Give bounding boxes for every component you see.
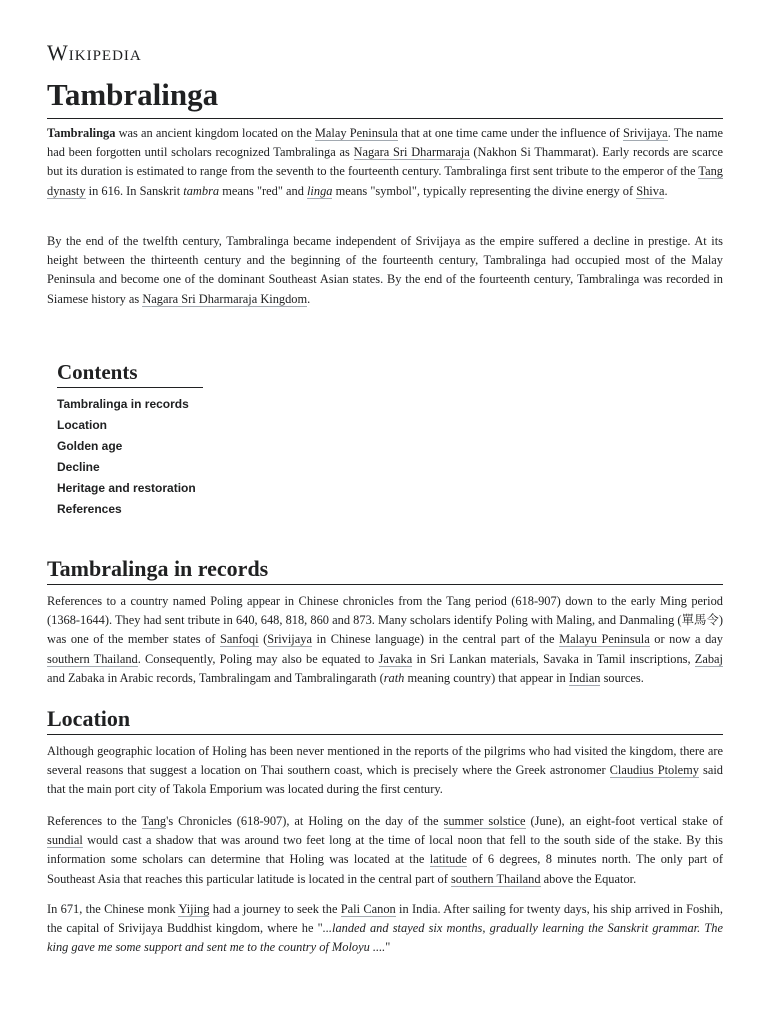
link-linga[interactable]: linga <box>306 183 333 198</box>
link-claudius-ptolemy[interactable]: Claudius Ptolemy <box>609 763 699 778</box>
text-run: In 671, the Chinese monk <box>47 902 179 916</box>
toc-item-records[interactable]: Tambralinga in records <box>57 397 189 411</box>
text-run: . Consequently, Poling may also be equated to <box>137 651 379 666</box>
text-run: would cast a shadow that was around two feet long at the time of local noon that fell to the south side of the stake. By this information some scholars can determine that Holing was located at the <box>47 833 723 867</box>
toc-title: Contents <box>57 360 203 388</box>
text-run: of 6 degrees, 8 minutes north. The only part of Southeast Asia that reaches this particular latitude is located in the central part of <box>47 852 724 886</box>
link-sanfoqi[interactable]: Sanfoqi <box>219 632 259 647</box>
text-run: meaning country) that appear in <box>404 670 569 685</box>
text-run: in Sri Lankan materials, Savaka in Tamil inscriptions, <box>412 651 695 666</box>
records-paragraph <box>47 592 723 688</box>
text-run: had a journey to seek the <box>209 902 341 916</box>
link-tang-dynasty[interactable]: Tang dynasty <box>47 164 723 198</box>
section-heading-records: Tambralinga in records <box>47 556 723 585</box>
text-run: and Zabaka in Arabic records, Tambralingam and Tambralingarath ( <box>47 670 384 685</box>
text-run: (Nakhon Si Thammarat). Early records are scarce but its duration is estimated to range from the seventh to the fourteenth century. Tambralinga first sent tribute to the emperor of the <box>47 145 723 179</box>
link-shiva[interactable]: Shiva <box>636 183 665 198</box>
italic-term: tambra <box>183 183 220 198</box>
intro-paragraph-2 <box>47 232 723 309</box>
toc-item-decline[interactable]: Decline <box>57 460 100 474</box>
text-run: means "red" and <box>219 183 307 198</box>
text-run: or now a day <box>649 632 723 647</box>
toc-item-heritage[interactable]: Heritage and restoration <box>57 481 196 495</box>
link-srivijaya[interactable]: Srivijaya <box>622 126 668 140</box>
location-paragraph-3 <box>47 900 723 958</box>
toc-item-location[interactable]: Location <box>57 418 107 432</box>
wikipedia-wordmark[interactable]: Wikipedia <box>47 40 142 65</box>
link-indian[interactable]: Indian <box>568 670 601 685</box>
text-run: said that the main port city of Takola Emporium was located during the first century. <box>47 763 723 797</box>
link-malay-peninsula[interactable]: Malay Peninsula <box>314 126 398 140</box>
toc-item-references[interactable]: References <box>57 502 122 516</box>
text-run: means "symbol", typically representing the divine energy of <box>332 183 637 198</box>
bold-term: Tambralinga <box>47 126 116 140</box>
page-title: Tambralinga <box>47 76 723 119</box>
text-run: . <box>664 183 668 198</box>
link-malayu-peninsula[interactable]: Malayu Peninsula <box>559 632 650 647</box>
text-run: in Chinese language) in the central part of the <box>311 632 560 647</box>
text-run: By the end of the twelfth century, Tambralinga became independent of Srivijaya as the empire suffered a decline in prestige. At its height between the thirteenth century and the beginning of the fourteenth century, Tambralinga had occupied most of the Malay Peninsula and become one of the dominant Southeast Asian states. By the end of the fourteenth century, Tambralinga was recorded in Siamese history as <box>47 234 723 306</box>
italic-quote: ...landed and stayed six months, gradually learning the Sanskrit grammar. The king gave me some support and sent me to the country of Moloyu .... <box>47 921 723 955</box>
text-run: References to a country named Poling appear in Chinese chronicles from the Tang period (618-907) down to the early Ming period (1368-1644). They had sent tribute in 640, 648, 818, 860 and 873. Many scholars identify Poling with Maling, and Danmaling (單馬令) was one of the member states of <box>47 594 723 647</box>
text-run: in India. After sailing for twenty days, his ship arrived in Foshih, the capital of Srivijaya Buddhist kingdom, where he " <box>47 902 723 936</box>
text-run: ( <box>258 632 268 647</box>
text-run: . The name had been forgotten until scholars recognized Tambralinga as <box>47 126 723 160</box>
link-tang[interactable]: Tang <box>141 814 167 828</box>
text-run: (June), an eight-foot vertical stake of <box>525 814 723 828</box>
link-nagara-sri-dharmaraja-kingdom[interactable]: Nagara Sri Dharmaraja Kingdom <box>142 291 308 306</box>
link-yijing[interactable]: Yijing <box>178 902 210 916</box>
table-of-contents <box>57 360 257 520</box>
text-run: above the Equator. <box>540 871 637 886</box>
text-run: in 616. In Sanskrit <box>85 183 184 198</box>
link-latitude[interactable]: latitude <box>429 852 467 867</box>
link-sundial[interactable]: sundial <box>47 833 83 848</box>
text-run: " <box>385 940 391 955</box>
link-summer-solstice[interactable]: summer solstice <box>443 814 526 828</box>
text-run: Although geographic location of Holing has been never mentioned in the reports of the pilgrims who had visited the kingdom, there are several reasons that suggest a location on Thai southern coast, which is precisely where the Greek astronomer <box>47 744 723 778</box>
section-heading-location: Location <box>47 706 723 735</box>
link-pali-canon[interactable]: Pali Canon <box>340 902 396 916</box>
link-srivijaya[interactable]: Srivijaya <box>267 632 312 647</box>
link-zabaj[interactable]: Zabaj <box>694 651 724 666</box>
text-run: that at one time came under the influence of <box>397 126 623 140</box>
location-paragraph-1 <box>47 742 723 800</box>
text-run: was an ancient kingdom located on the <box>115 126 315 140</box>
text-run: . <box>307 291 311 306</box>
text-run: sources. <box>600 670 644 685</box>
intro-paragraph-1 <box>47 124 723 201</box>
link-southern-thailand[interactable]: southern Thailand <box>47 651 138 666</box>
link-southern-thailand[interactable]: southern Thailand <box>450 871 541 886</box>
text-run: 's Chronicles (618-907), at Holing on the day of the <box>166 814 444 828</box>
toc-item-golden-age[interactable]: Golden age <box>57 439 123 453</box>
location-paragraph-2 <box>47 812 723 889</box>
text-run: References to the <box>47 814 142 828</box>
link-javaka[interactable]: Javaka <box>378 651 413 666</box>
italic-term: rath <box>383 670 405 685</box>
link-nagara-sri-dharmaraja[interactable]: Nagara Sri Dharmaraja <box>353 145 470 160</box>
